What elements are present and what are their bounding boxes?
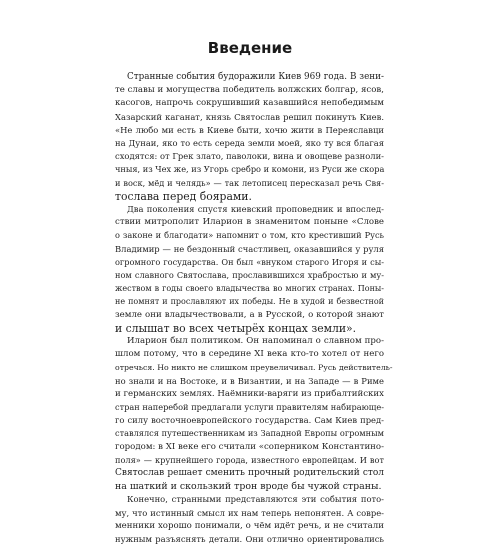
text-line: ствии митрополит Иларион в знаменитом поныне «Слове bbox=[115, 217, 384, 228]
text-line: чныя, из Чех же, из Угорь сребро и комони, из Руси же скора bbox=[115, 164, 385, 175]
text-line: нужным разъяснять детали. Они отлично ориентировались bbox=[115, 534, 384, 544]
text-line: «Не любо ми есть в Киеве быти, хочю жити в Переяславци bbox=[115, 124, 384, 135]
text-line: ставлялся путешественникам из Западной Европы огромным bbox=[115, 428, 384, 439]
text-line: Два поколения спустя киевский проповедник и впослед- bbox=[127, 204, 384, 214]
text-line: Иларион был политиком. Он напоминал о славном про- bbox=[127, 336, 384, 346]
text-line: го силу восточноевропейского государства. Сам Киев пред- bbox=[115, 415, 384, 426]
text-line: но знали и на Востоке, и в Византии, и на Западе — в Риме bbox=[115, 375, 384, 386]
text-line: сходятся: от Грек злато, паволоки, вина и овощеве разноли- bbox=[115, 151, 384, 162]
text-line: жеством в годы своего владычества во многих странах. Поны- bbox=[115, 284, 384, 294]
text-line: Хазарский каганат, князь Святослав решил покинуть Киев. bbox=[115, 111, 384, 122]
text-line: ном славного Святослава, прославившихся храбростью и му- bbox=[115, 270, 384, 280]
text-line: Владимир — не бездонный счастливец, оказавшийся у руля bbox=[115, 243, 384, 254]
text-line: те славы и могущества победитель волжских болгар, ясов, bbox=[115, 85, 384, 96]
text-line: Странные события будоражили Киев 969 года. В зени- bbox=[127, 72, 384, 82]
text-line: огромного государства. Он был «внуком старого Игоря и сы- bbox=[115, 256, 384, 267]
text-line: му, что истинный смысл их нам теперь непонятен. А совре- bbox=[115, 507, 384, 518]
text-line: на шаткий и скользкий трон вроде бы чужой страны. bbox=[115, 481, 382, 493]
text-line: и германских землях. Наёмники-варяги из прибалтийских bbox=[115, 388, 384, 399]
text-line: Конечно, странными представляются эти события пото- bbox=[127, 494, 384, 505]
text-line: стран наперебой предлагали услуги правителям набирающе- bbox=[115, 402, 384, 412]
text-line: шлом потому, что в середине XI века кто-то хотел от него bbox=[115, 349, 384, 360]
text-line: не помнят и прославляют их победы. Не в худой и безвестной bbox=[115, 297, 384, 307]
page-title: Введение bbox=[207, 39, 293, 57]
text-line: отречься. Но никто не слишком преувеличивал. Русь действитель- bbox=[115, 363, 393, 373]
text-line: и слышат во всех четырёх концах земли». bbox=[115, 321, 357, 335]
text-line: о законе и благодати» напомнит о том, кто крестивший Русь bbox=[115, 230, 384, 241]
text-line: на Дунаи, яко то есть середа земли моей, яко ту вся благая bbox=[115, 138, 384, 148]
text-line: и воск, мёд и челядь» — так летописец пересказал речь Свя- bbox=[115, 177, 384, 188]
text-line: поля» — крупнейшего города, известного европейцам. И вот bbox=[115, 454, 384, 465]
text-line: касогов, напрочь сокрушивший казавшийся непобедимым bbox=[115, 98, 384, 109]
text-line: менники хорошо понимали, о чём идёт речь, и не считали bbox=[115, 520, 384, 531]
text-line: тослава перед боярами. bbox=[115, 189, 252, 203]
text-line: городом: в XI веке его считали «соперником Константино- bbox=[115, 441, 384, 452]
text-line: Святослав решает сменить прочный родительский стол bbox=[115, 468, 384, 478]
text-line: земле они владычествовали, а в Русской, о которой знают bbox=[115, 309, 384, 320]
